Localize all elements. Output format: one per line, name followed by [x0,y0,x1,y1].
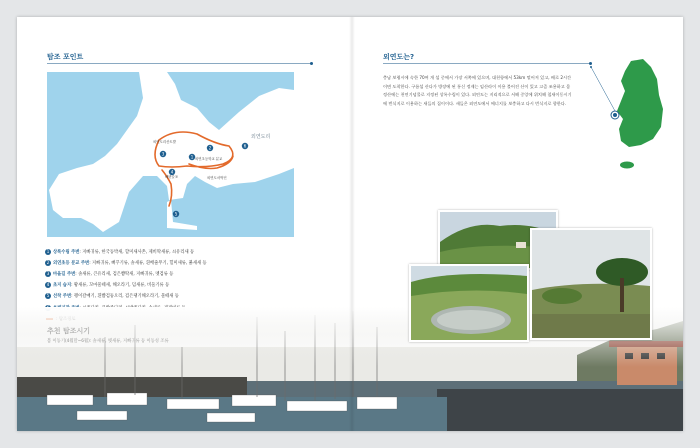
legend-number-badge: 3 [46,270,50,276]
legend-item [45,268,315,279]
map-place-label: 외연도리 [251,134,271,140]
legend-birds: : 지빠귀류, 한국동박새, 할미새사촌, 제비딱새류, 쇠유리새 등 [79,249,195,255]
left-rule-dot [310,62,313,65]
legend-place: 외연초등 분교 주변 [53,260,90,266]
svg-text:6: 6 [243,143,247,149]
map-marker-2 [207,145,213,151]
legend-number-badge: 2 [46,259,50,265]
legend-birds: : 황새류, 꼬마물떼새, 해오라기, 덤새류, 비둘기류 등 [71,283,170,289]
korea-peninsula [617,59,663,147]
map-label-shrine: 외연도서먹딘 [207,176,227,180]
page-spread [17,17,683,431]
map-marker-5 [173,211,179,217]
legend-place: 마을길 주변 [53,271,76,277]
jeju-island [620,162,634,169]
svg-text:1: 1 [190,154,194,160]
map-label-community: 외연도리산트발 [153,140,176,144]
map-label-school: 외연초등학교 분교 [195,157,223,161]
left-title-rule [47,63,312,64]
korea-locator-map [587,57,677,177]
legend-place: 선착 주변 [53,294,72,300]
legend-item [45,246,315,257]
map-label-beach: 해변슬포 [165,175,179,179]
right-title-rule [383,63,591,64]
legend-number-badge: 4 [46,282,50,288]
legend-number-badge: 5 [46,293,50,299]
svg-text:3: 3 [161,151,165,157]
legend-item [45,257,315,268]
map-marker-4 [169,169,175,175]
legend-place: 초지 습지 [53,283,72,289]
birding-map [47,72,294,237]
legend-birds: : 솔새류, 큰유리새, 검은뺨딱새, 지빠귀류, 멧검류 등 [75,271,174,277]
svg-text:2: 2 [208,145,212,151]
legend-birds: : 괭이갈매기, 흰뺨검둥오리, 검은댕기해오라기, 물떼새 등 [71,294,179,300]
svg-text:5: 5 [174,211,178,217]
svg-text:4: 4 [170,169,174,175]
pine-tree-photo [530,228,652,340]
legend-place: 상록수림 주변 [53,249,80,255]
map-marker-3 [160,151,166,157]
legend-item [45,280,315,291]
map-marker-1 [189,154,195,160]
page-fold [349,17,355,431]
oeyeondo-location-marker [613,113,617,117]
legend-birds: : 지빠귀류, 뻐꾸기류, 솔새류, 흰배줄무기, 힐미새류, 붉새새 등 [89,260,207,266]
legend-item [45,291,315,302]
map-marker-6 [242,143,248,149]
wetland-pond-photo [409,264,529,342]
legend-number-badge: 1 [46,248,50,254]
intro-paragraph: 충남 보령시에 속한 70여 개 섬 중에서 가장 서쪽에 있으며, 대천항에서 53km 떨어져 있고, 배로 2시간이면 도착한다. 구름섬 산다가 방장에 된 통신 정제는 임산라이 이용 불어진 산이 있고 고즘 조용하고 몸 정산에는 천연기념물로 지정된 상록수림이 있다. 외연도는 지리적으로 서해 중앙에 위치해 철새이동시기에 번식지로 이용하는 새들의 집이이다. 새들은 외연도에서 에너지를 보충하고 다시 번식지로 향한다. [383,75,572,106]
left-section-title: 탐조 포인트 [47,53,84,61]
right-section-title: 외연도는? [383,53,415,61]
